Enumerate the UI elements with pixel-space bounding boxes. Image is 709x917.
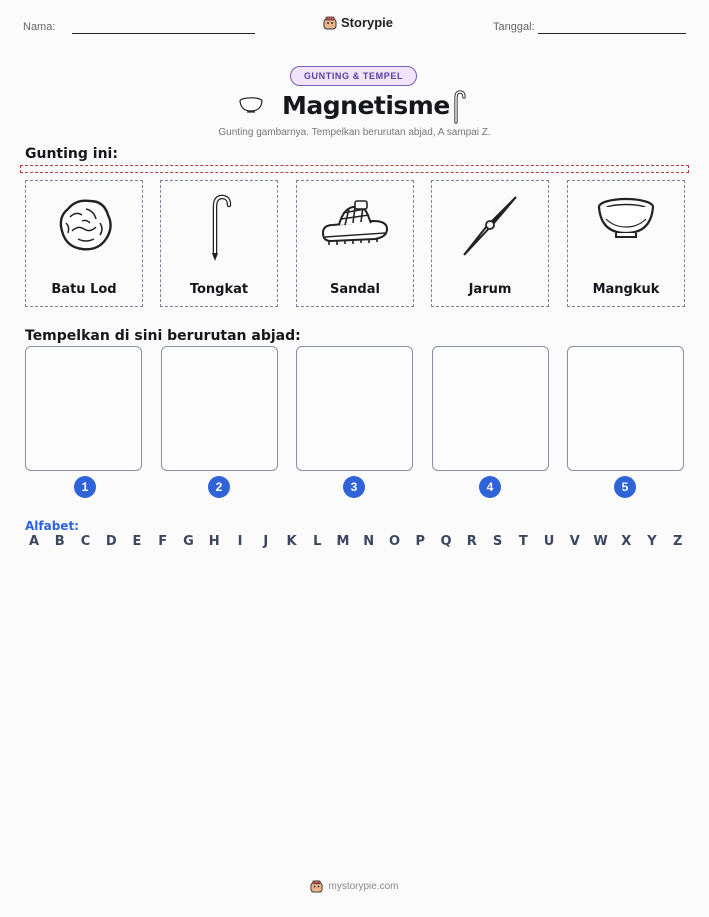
activity-badge: GUNTING & TEMPEL (290, 66, 417, 86)
sandal-icon (319, 193, 391, 253)
date-line[interactable] (538, 33, 686, 34)
slot-number-badge: 5 (614, 476, 636, 498)
cut-line (20, 165, 689, 173)
slot-number-badge: 4 (479, 476, 501, 498)
cut-card-needle[interactable] (431, 180, 549, 307)
cane-icon (448, 90, 468, 124)
alphabet-letter: I (237, 534, 243, 549)
alphabet-letter: A (28, 534, 40, 549)
alphabet-letter: G (183, 534, 194, 549)
cut-card-sandal[interactable] (296, 180, 414, 307)
lodestone-icon (52, 193, 116, 257)
alphabet-letter: T (518, 534, 528, 549)
paste-slot-5[interactable] (567, 346, 684, 471)
name-label: Nama: (23, 21, 56, 33)
alphabet-letter: Z (673, 534, 683, 549)
bowl-icon (594, 193, 658, 249)
cut-card-bowl[interactable] (567, 180, 685, 307)
alphabet-letter: N (363, 534, 375, 549)
alphabet-letter: V (569, 534, 580, 549)
page-title: Magnetisme (282, 91, 450, 120)
alphabet-letter: U (543, 534, 555, 549)
alphabet-letter: F (158, 534, 168, 549)
card-label: Sandal (330, 282, 380, 297)
name-line[interactable] (72, 33, 255, 34)
paste-slot-2[interactable] (161, 346, 278, 471)
storypie-mascot-icon (310, 880, 323, 893)
card-label: Jarum (468, 282, 512, 297)
footer-url[interactable]: mystorypie.com (328, 881, 399, 892)
alphabet-letter: Q (440, 534, 452, 549)
instructions: Gunting gambarnya. Tempelkan berurutan abjad, A sampai Z. (218, 127, 491, 138)
alphabet-heading: Alfabet: (25, 519, 79, 533)
cut-card-lodestone[interactable] (25, 180, 143, 307)
paste-heading: Tempelkan di sini berurutan abjad: (25, 328, 301, 344)
slot-number-badge: 1 (74, 476, 96, 498)
alphabet-letter: S (492, 534, 503, 549)
alphabet-letter: L (313, 534, 322, 549)
cut-heading: Gunting ini: (25, 146, 118, 162)
bowl-icon (238, 96, 264, 114)
paste-slot-4[interactable] (432, 346, 549, 471)
cut-card-cane[interactable] (160, 180, 278, 307)
alphabet-letter: C (80, 534, 91, 549)
card-label: Tongkat (189, 282, 249, 297)
compass-needle-icon (458, 193, 522, 259)
alphabet-letter: B (54, 534, 65, 549)
paste-slot-1[interactable] (25, 346, 142, 471)
card-label: Mangkuk (592, 282, 660, 297)
alphabet-letter: J (263, 534, 269, 549)
cane-icon (199, 193, 239, 265)
alphabet-letter: R (466, 534, 477, 549)
slot-number-badge: 2 (208, 476, 230, 498)
alphabet-letter: D (105, 534, 117, 549)
brand-name: Storypie (341, 15, 394, 30)
alphabet-letter: O (388, 534, 401, 549)
alphabet-letter: X (621, 534, 632, 549)
alphabet-letter: P (415, 534, 426, 549)
card-label: Batu Lod (51, 282, 117, 297)
footer (0, 880, 709, 893)
storypie-mascot-icon (323, 16, 337, 30)
slot-number-badge: 3 (343, 476, 365, 498)
paste-slot-3[interactable] (296, 346, 413, 471)
alphabet-letter: W (593, 534, 608, 549)
alphabet-letter: Y (647, 534, 657, 549)
alphabet-letter: M (336, 534, 350, 549)
alphabet-letter: E (132, 534, 142, 549)
alphabet-letter: H (208, 534, 220, 549)
brand-logo (323, 15, 393, 30)
alphabet-letter: K (286, 534, 297, 549)
alphabet-row (25, 534, 687, 549)
date-label: Tanggal: (493, 21, 535, 33)
